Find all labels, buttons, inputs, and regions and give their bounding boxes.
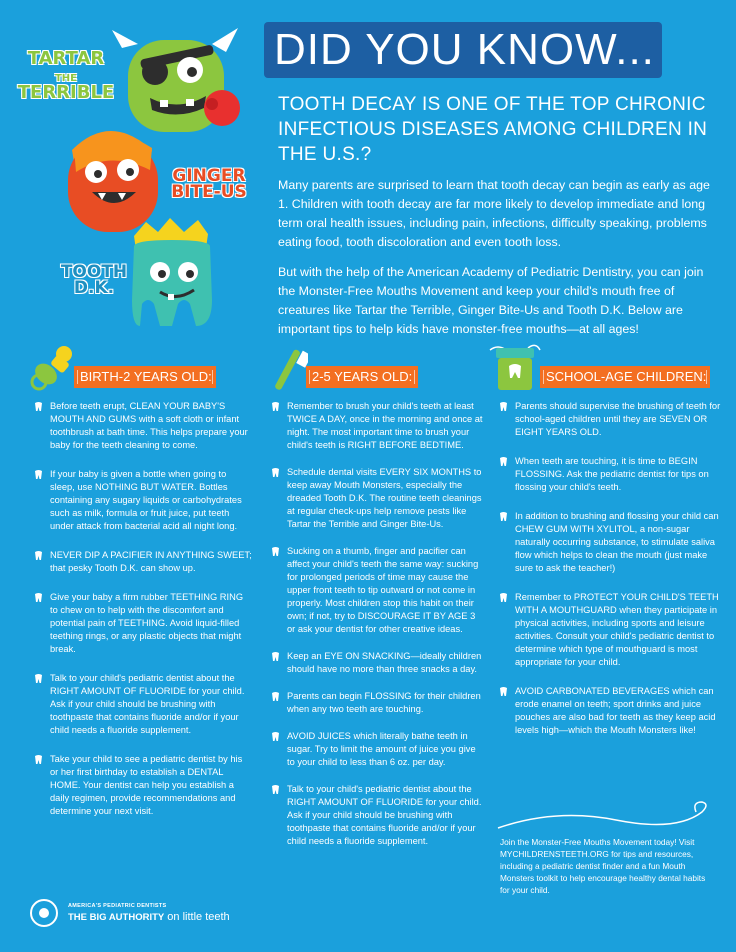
tooth-bullet-icon xyxy=(271,546,280,557)
heading-birth-2-years: BIRTH-2 YEARS OLD: xyxy=(74,366,216,388)
tooth-bullet-icon xyxy=(271,731,280,742)
list-item: Talk to your child's pediatric dentist about the RIGHT AMOUNT OF FLUORIDE for your child. Ask if your child should be brushing with toothpaste that contains fluoride and/or if your child needs a fluoride supplement. xyxy=(34,672,252,737)
tooth-bullet-icon xyxy=(499,456,508,467)
list-item: If your baby is given a bottle when going to sleep, use NOTHING BUT WATER. Bottles containing any sugary liquids or carbohydrates such as milk, formula or fruit juice, put teeth under attack from bacterial acid all night long. xyxy=(34,468,252,533)
intro-paragraph: But with the help of the American Academy of Pediatric Dentistry, you can join the Monster-Free Mouths Movement and keep your child's mouth free of creatures like Tartar the Terrible, Ginger Bite-Us and Tooth D.K. Below are important tips to help kids have monster-free mouths—at all ages! xyxy=(278,265,704,336)
intro-text xyxy=(278,176,722,350)
list-item: Schedule dental visits EVERY SIX MONTHS to keep away Mouth Monsters, especially the dreaded Tooth D.K. The routine teeth cleanings at regular check-ups help remove pests like Tartar the Terrible and Ginger Bite-Us. xyxy=(271,466,485,531)
list-item: Parents should supervise the brushing of teeth for school-aged children until they are SEVEN OR EIGHT YEARS OLD. xyxy=(499,400,721,439)
tooth-bullet-icon xyxy=(499,401,508,412)
list-item: Keep an EYE ON SNACKING—ideally children should have no more than three snacks a day. xyxy=(271,650,485,676)
tooth-bullet-icon xyxy=(499,592,508,603)
list-item: Before teeth erupt, CLEAN YOUR BABY'S MOUTH AND GUMS with a soft cloth or infant toothbrush at bath time. This helps prepare your baby for the teeth cleaning to come. xyxy=(34,400,252,452)
logo-tagline-top: AMERICA'S PEDIATRIC DENTISTS xyxy=(68,903,167,909)
tooth-bullet-icon xyxy=(271,784,280,795)
list-item: Remember to brush your child's teeth at least TWICE A DAY, once in the morning and once at night. The most important time to brush your child's teeth is RIGHT BEFORE BEDTIME. xyxy=(271,400,485,452)
list-item: Sucking on a thumb, finger and pacifier can affect your child's teeth the same way: sucking for prolonged periods of time may cause the upper front teeth to tip outward or not come in properly. Most children stop this habit on their own; if not, try to DISCOURAGE IT BY AGE 3 or ask your dentist for other creative ideas. xyxy=(271,545,485,636)
heading-2-5-years: 2-5 YEARS OLD: xyxy=(306,366,418,388)
tips-list-school-age xyxy=(499,400,721,737)
tartar-label: TARTAR THE TERRIBLE xyxy=(17,48,115,104)
list-item: In addition to brushing and flossing your child can CHEW GUM WITH XYLITOL, a non-sugar naturally occurring substance, to stimulate saliva flow which helps to clean the mouth (just make sure to ask the teacher!) xyxy=(499,510,721,575)
tartar-monster xyxy=(112,28,240,132)
list-item: Parents can begin FLOSSING for their children when any two teeth are touching. xyxy=(271,690,485,716)
tips-list-2-5 xyxy=(271,400,485,848)
heading-school-age: SCHOOL-AGE CHILDREN: xyxy=(540,366,710,388)
list-item: AVOID JUICES which literally bathe teeth in sugar. Try to limit the amount of juice you give to your child to less than 6 oz. per day. xyxy=(271,730,485,769)
list-item: Give your baby a firm rubber TEETHING RING to chew on to help with the discomfort and potential pain of TEETHING. Avoid liquid-filled teething rings, or any plastic objects that might break. xyxy=(34,591,252,656)
page-subtitle: TOOTH DECAY IS ONE OF THE TOP CHRONIC INFECTIOUS DISEASES AMONG CHILDREN IN THE U.S.? xyxy=(278,94,708,165)
intro-paragraph: Many parents are surprised to learn that tooth decay can begin as early as age 1. Children with tooth decay are far more likely to develop immediate and long term oral health issues, including pain, infections, difficulty speaking, problems eating food, tooth discoloration and even tooth loss. xyxy=(278,178,710,249)
monster-illustrations xyxy=(0,0,260,340)
tooth-bullet-icon xyxy=(271,467,280,478)
join-movement-text: Join the Monster-Free Mouths Movement today! Visit MYCHILDRENSTEETH.ORG for tips and resources, including a pediatric dentist finder and a fun Mouth Monsters toolkit to help encourage healthy dental habits for your child. xyxy=(500,837,706,895)
tooth-bullet-icon xyxy=(34,754,43,765)
tooth-bullet-icon xyxy=(34,550,43,561)
list-item: Take your child to see a pediatric dentist by his or her first birthday to establish a DENTAL HOME. Your dentist can help you establish a daily regimen, provide recommendations and determine your next visit. xyxy=(34,753,252,818)
tooth-bullet-icon xyxy=(34,469,43,480)
tooth-bullet-icon xyxy=(499,511,508,522)
list-item: Talk to your child's pediatric dentist about the RIGHT AMOUNT OF FLUORIDE for your child. Ask if your child should be brushing with toothpaste that contains fluoride and/or if your child needs a fluoride supplement. xyxy=(271,783,485,848)
tooth-bullet-icon xyxy=(34,401,43,412)
floss-container-icon xyxy=(488,342,542,394)
list-item: AVOID CARBONATED BEVERAGES which can erode enamel on teeth; sport drinks and juice pouches are also bad for teeth as they keep acid levels high—which the Mouth Monsters like! xyxy=(499,685,721,737)
list-item: Remember to PROTECT YOUR CHILD'S TEETH WITH A MOUTHGUARD when they participate in physical activities, including sports and leisure activities. Consult your child's pediatric dentist to determine which type of mouthguard is most appropriate for your child. xyxy=(499,591,721,669)
page-title: DID YOU KNOW... xyxy=(274,25,655,74)
tooth-bullet-icon xyxy=(34,673,43,684)
tooth-bullet-icon xyxy=(271,401,280,412)
tooth-dk-monster xyxy=(132,218,212,326)
title-banner xyxy=(264,22,662,78)
tooth-bullet-icon xyxy=(271,691,280,702)
decorative-swoosh xyxy=(496,798,722,832)
toothbrush-icon xyxy=(268,344,308,394)
tooth-bullet-icon xyxy=(271,651,280,662)
tooth-bullet-icon xyxy=(499,686,508,697)
ginger-label: GINGER BITE-US xyxy=(171,166,247,203)
list-item: When teeth are touching, it is time to BEGIN FLOSSING. Ask the pediatric dentist for tips on flossing your child's teeth. xyxy=(499,455,721,494)
tips-list-birth-2 xyxy=(34,400,252,818)
logo-tagline: THE BIG AUTHORITY on little teeth xyxy=(68,911,230,923)
ginger-monster xyxy=(68,131,158,232)
aapd-seal-icon xyxy=(30,899,58,927)
pacifier-icon xyxy=(30,344,76,392)
list-item: NEVER DIP A PACIFIER IN ANYTHING SWEET; that pesky Tooth D.K. can show up. xyxy=(34,549,252,575)
tooth-bullet-icon xyxy=(34,592,43,603)
aapd-logo xyxy=(30,897,250,931)
tooth-dk-label: TOOTH D.K. xyxy=(60,262,128,299)
